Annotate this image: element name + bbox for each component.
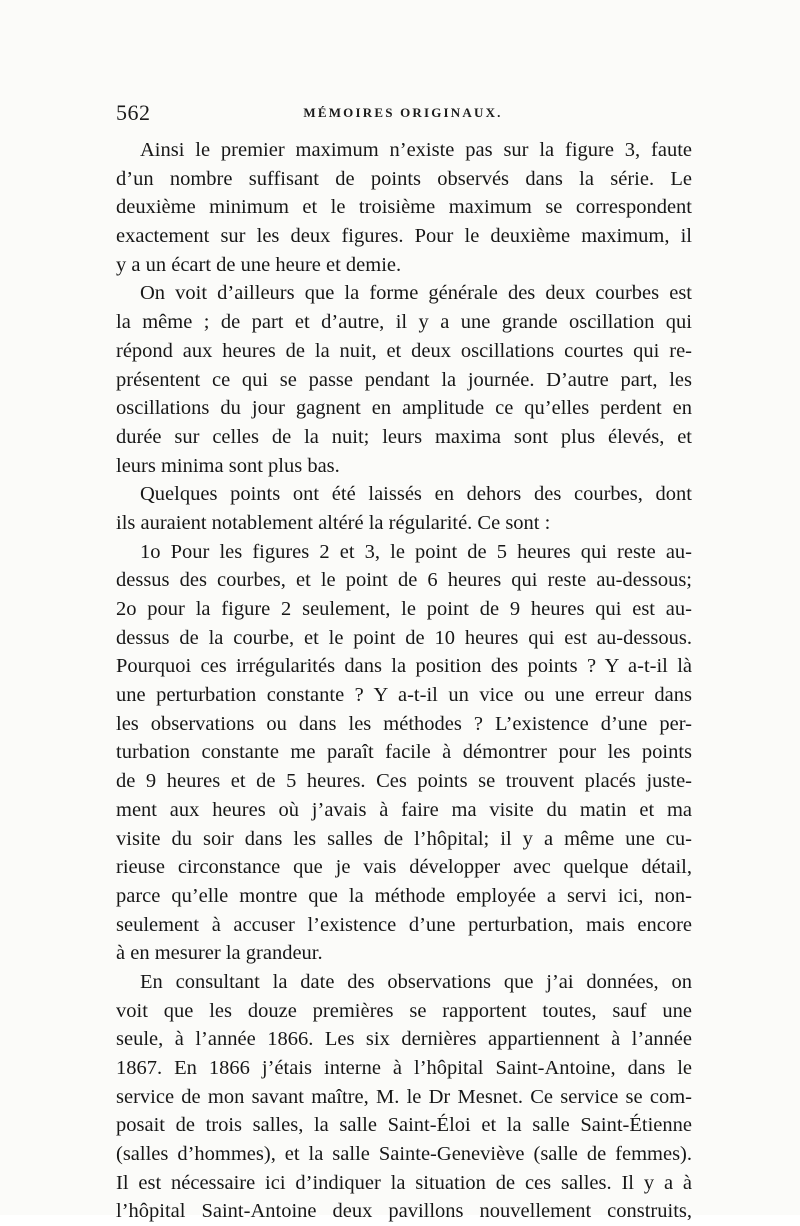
page-header: [116, 100, 690, 130]
text-line: l’hôpital Saint-Antoine deux pavillons nouvellement construits,: [116, 1200, 692, 1223]
text-line: les observations ou dans les méthodes ? L’existence d’une per-: [116, 712, 692, 735]
running-head: MÉMOIRES ORIGINAUX.: [303, 105, 503, 120]
text-line: turbation constante me paraît facile à démontrer pour les points: [116, 741, 692, 764]
text-line: parce qu’elle montre que la méthode employée a servi ici, non-: [116, 884, 692, 907]
text-line: (salles d’hommes), et la salle Sainte-Geneviève (salle de femmes).: [116, 1143, 692, 1166]
text-line: leurs minima sont plus bas.: [116, 454, 340, 477]
text-line: visite du soir dans les salles de l’hôpital; il y a même une cu-: [116, 827, 692, 850]
text-line: d’un nombre suffisant de points observés dans la série. Le: [116, 167, 692, 190]
page-number: 562: [116, 100, 151, 125]
text-line: de 9 heures et de 5 heures. Ces points se trouvent placés juste-: [116, 770, 692, 793]
text-line: durée sur celles de la nuit; leurs maxima sont plus élevés, et: [116, 425, 692, 448]
text-line: seulement à accuser l’existence d’une perturbation, mais encore: [116, 913, 692, 936]
body-text: [116, 136, 692, 1226]
text-line: Pourquoi ces irrégularités dans la position des points ? Y a-t-il là: [116, 655, 692, 678]
text-line: service de mon savant maître, M. le Dr Mesnet. Ce service se com-: [116, 1085, 692, 1108]
text-line: 1o Pour les figures 2 et 3, le point de 5 heures qui reste au-: [140, 540, 692, 563]
text-line: En consultant la date des observations que j’ai données, on: [140, 970, 692, 993]
text-line: dessus de la courbe, et le point de 10 heures qui est au-dessous.: [116, 626, 692, 649]
text-line: On voit d’ailleurs que la forme générale des deux courbes est: [140, 282, 692, 305]
text-line: 2o pour la figure 2 seulement, le point de 9 heures qui est au-: [116, 598, 692, 620]
text-line: deuxième minimum et le troisième maximum se correspondent: [116, 196, 692, 219]
text-line: une perturbation constante ? Y a-t-il un vice ou une erreur dans: [116, 684, 692, 707]
text-line: seule, à l’année 1866. Les six dernières appartiennent à l’année: [116, 1028, 692, 1051]
text-line: posait de trois salles, la salle Saint-Éloi et la salle Saint-Étienne: [116, 1114, 692, 1137]
text-line: ils auraient notablement altéré la régularité. Ce sont :: [116, 511, 551, 534]
text-line: Quelques points ont été laissés en dehors des courbes, dont: [140, 483, 692, 506]
text-line: à en mesurer la grandeur.: [116, 942, 323, 965]
text-line: 1867. En 1866 j’étais interne à l’hôpital Saint-Antoine, dans le: [116, 1057, 692, 1079]
text-line: présentent ce qui se passe pendant la journée. D’autre part, les: [116, 368, 692, 391]
text-line: ment aux heures où j’avais à faire ma visite du matin et ma: [116, 798, 692, 821]
text-line: Il est nécessaire ici d’indiquer la situation de ces salles. Il y a à: [116, 1171, 692, 1194]
text-line: dessus des courbes, et le point de 6 heures qui reste au-dessous;: [116, 569, 692, 592]
text-line: exactement sur les deux figures. Pour le deuxième maximum, il: [116, 225, 692, 248]
text-line: oscillations du jour gagnent en amplitude ce qu’elles perdent en: [116, 397, 692, 420]
text-line: voit que les douze premières se rapportent toutes, sauf une: [116, 999, 692, 1022]
text-line: répond aux heures de la nuit, et deux oscillations courtes qui re-: [116, 339, 692, 362]
text-line: Ainsi le premier maximum n’existe pas sur la figure 3, faute: [140, 139, 692, 161]
text-line: rieuse circonstance que je vais développer avec quelque détail,: [116, 856, 692, 879]
text-line: la même ; de part et d’autre, il y a une grande oscillation qui: [116, 311, 692, 334]
text-line: y a un écart de une heure et demie.: [116, 253, 402, 276]
